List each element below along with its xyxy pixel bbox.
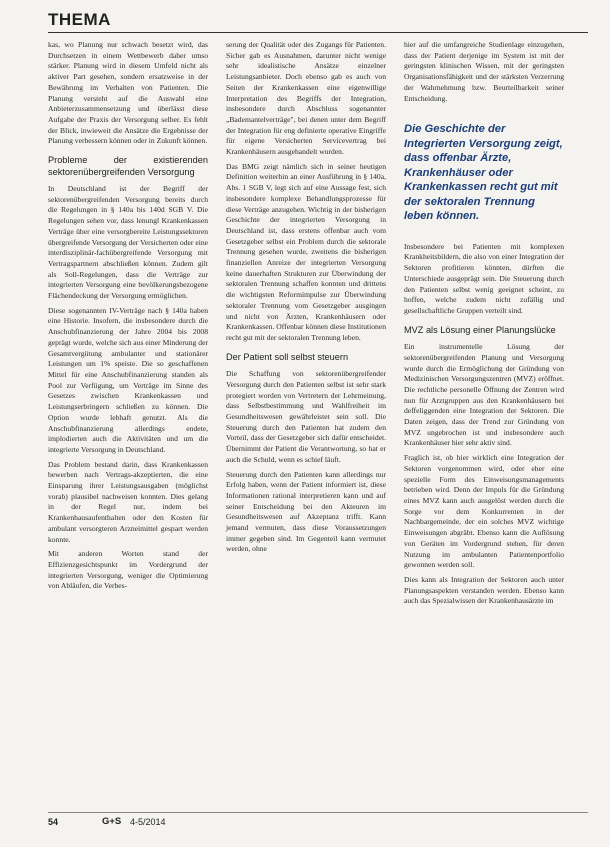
issue-number: 4-5/2014 (130, 817, 166, 827)
page-footer (48, 812, 588, 831)
paragraph: kas, wo Planung nur schwach besetzt wird, das Durchsetzen in einem Wettbewerb daher umso stärker. Planung wird in diesem Umfeld nicht als aktiver Part gesehen, sondern ersatzweise in der Bewährung im Verhalten von Patienten. Die Planung versteht auf die Auswahl eine Anbieterzusammensetzung und überlässt diese Aufgabe der Praxis der Versorgung selber. Es fehlt der Blick, inwieweit die Ansätze die Ergebnisse der Planung verbessern können oder in Zukunft können. (48, 40, 208, 146)
paragraph: Die Schaffung von sektorenübergreifender Versorgung durch den Patienten selbst ist sehr stark protegiert worden von Vertretern der Lehrmeinung, dass Selbstbestimmung und Wahlfreiheit im Gesundheitswesen gewährleistet sein soll. Die Steuerung durch den Patienten hat zudem den Vorteil, dass der Gesetzgeber sich dafür entscheidet. Übernimmt der Patient die Verantwortung, so hat er auch die Schuld, wenn es schief läuft. (226, 369, 386, 464)
column-3 (404, 40, 564, 611)
paragraph: Das Problem bestand darin, dass Krankenkassen bewerben nach Vertrags-akzeptierten, die eine Einsparung ihrer Leistungsausgaben (möglichst vorab) plausibel nachweisen konnten. Dies gelang in der Regel nur, indem bei Krankenhausaufenthalten oder den Kosten für ambulant versorgteren Arzneimittel gespart werden konnte. (48, 459, 208, 544)
paragraph: In Deutschland ist der Begriff der sektorenübergreifenden Versorgung bereits durch die Regelungen in § 140a bis 140d SGB V. Die Regelungen sehen vor, dass lenungl Krankenkassen Verträge über eine versorgbereite Leistungssektoren übergreifende Versorgung der Versicherten oder eine interdisziplinär-fachübergreifende Versorgung mit Vertragspartnern abschließen können. Zudem gilt als Soll-Regelungen, dass die Verträge zur integrierten Versorgung eine bevölkerungsbezogene Flächendeckung der Versorgung ermöglichen. (48, 184, 208, 301)
section-heading: MVZ als Lösung einer Planungslücke (404, 324, 556, 335)
paragraph: Dies kann als Integration der Sektoren auch unter Planungsaspekten verstanden werden. Ebenso kann auch das Spezialwissen der Krankenhausärzte im (404, 574, 564, 606)
paragraph: Diese sogenannten IV-Verträge nach § 140a haben eine Historie. Insofern, die insbesondere durch die Anschubfinanzierung der Jahre 2004 bis 2008 geprägt wurde, welche sich aus einer Minderung der Gesamtvergütung ambulanter und stationärer Leistungen um 1% speiste. Die so geschaffenen Mittel für eine Anschubfinanzierung standen als Pool zur Verfügung, um Verträge im Sinne des Gesetzes zwischen Krankenkassen und Leistungserbringern schließen zu können. Die Option wurde lebhaft genutzt. Als die Anschubfinanzierung allerdings endete, implodierten auch die Aktivitäten und um die integrierte Versorgung in Deutschland. (48, 305, 208, 454)
paragraph: serung der Qualität oder des Zugangs für Patienten. Sicher gab es Ausnahmen, darunter nicht wenige sehr idealistische Ansätze einzelner Leistungsanbieter. Doch ebenso gab es auch von Seiten der Krankenkassen eine eigenwillige Interpretation des Begriffs der Integration, insbesondere durch Abschluss sogenannter „Bademantelverträge", bei denen unter dem Begriff der Integration für eng definierte operative Eingriffe für eigene Versicherten Servicevertrag bei Krankenhäusern ausgehandelt wurden. (226, 40, 386, 157)
column-1 (48, 40, 208, 596)
paragraph: Fraglich ist, ob hier wirklich eine Integration der Sektoren vorgenommen wird, oder eher eine spezielle Form des Einweisungsmanagements betrieben wird. Denn der Impuls für die Gründung eines MVZ kann auch ausgelöst werden durch die Sorge vor dem Konkurrenten in der Nachbargemeinde, der ein solches MVZ wichtige Einweisungen abgräbt. Ebenso kann die Auflösung von Geräten im Vordergrund stehen, für deren Nutzung im ambulanten Patientenportfolio gewonnen werden soll. (404, 453, 564, 570)
page-header (48, 8, 588, 33)
paragraph: Ein instrumentelle Lösung der sektorenübergreifenden Planung und Versorgung wurde durch die Ermöglichung der Gründung von Medizinischen Versorgungszentren (MVZ) eröffnet. Die rechtliche personelle Öffnung der Zentren wird nun für Arztgruppen aus den Krankenhäusern bei deffeliggenden eine Integration der Sektoren. Die Daten zeigen, dass der Trend zur Gründung von MVZ ungebrochen ist und insbesondere auch Krankenhäuser hier sehr aktiv sind. (404, 342, 564, 448)
paragraph: hier auf die umfangreiche Studienlage einzugehen, dass der Patient derjenige im System ist mit der geringsten klinischen Wissen, mit der geringsten Organisationsfähigkeit und der stärksten Verzerrung der Wahrnehmung bzw. Beurteilbarkeit seiner Entscheidung. (404, 40, 564, 103)
paragraph: Mit anderen Worten stand der Effizienzgesichtspunkt im Vordergrund der integrierten Versorgung, weniger die Optimierung von Abläufen, die Verbes- (48, 549, 208, 591)
page-number: 54 (48, 817, 59, 827)
paragraph: Steuerung durch den Patienten kann allerdings nur Erfolg haben, wenn der Patient informiert ist, diese Informationen rational interpretieren kann und auf seiner Entscheidung bei den Akteuren im Gesundheitswesen auf Akzeptanz trifft. Kann jemand vermuten, dass diese Voraussetzungen immer gegeben sind. Im Gegenteil kann vermutet werden, ohne (226, 469, 386, 554)
paragraph: Das BMG zeigt nämlich sich in seiner heutigen Definition weiterhin an einer Ausführung in § 140a, Abs. 1 SGB V, legt sich auf eine Aussage fest, sich insbesondere komplexe Behandlungsprozesse für diese Verträge anzugehen. Wichtig in der bisherigen Geschichte der integrierten Versorgung in Deutschland ist, dass erstens offenbar auch vom Gesetzgeber selbst ein Problem durch die sektorale Trennung gesehen wurde, zweitens die bisherigen finanziellen Anreize der integrierten Versorgung keine dauerhaften Strukturen zur Überwindung der sektoralen Trennung schaffen konnten und drittens die wichtigsten Reformimpulse zur Überwindung sektoraler Trennung vom Gesetzgeber ausgingen und nicht von Ärzten, Krankenhäusern oder Krankenkassen. Offenbar können diese Institutionen recht gut mit der sektoralen Trennung leben. (226, 161, 386, 342)
section-heading: Der Patient soll selbst steuern (226, 351, 349, 362)
magazine-logo: G+S (102, 816, 122, 827)
section-heading: Probleme der existierenden sektorenübergreifenden Versorgung (48, 155, 208, 177)
section-title: THEMA (48, 10, 111, 29)
paragraph: Insbesondere bei Patienten mit komplexen Krankheitsbildern, die also von einer Integration der Sektoren profitieren könnten, dürften die Unterschiede ausgeprägt sein. Die Steuerung durch den Patienten selbst wenig geeignet scheint, zu hoffen, welche zudem nicht zufällig und gesellschaftliche Gruppen verteilt sind. (404, 241, 564, 315)
pull-quote: Die Geschichte der Integrierten Versorgung zeigt, dass offenbar Ärzte, Krankenhäuser oder Krankenkassen recht gut mit der sektoralen Trennung leben können. (404, 123, 563, 223)
column-2 (226, 40, 386, 559)
